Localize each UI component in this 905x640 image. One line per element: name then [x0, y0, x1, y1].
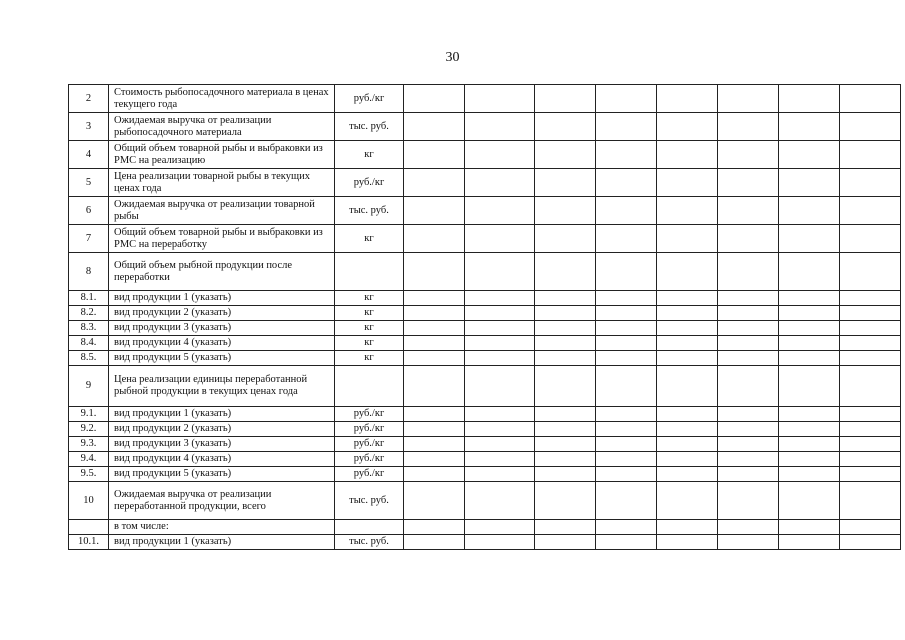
row-unit: руб./кг	[335, 422, 404, 437]
row-indicator-name: Общий объем рыбной продукции после переработки	[109, 253, 335, 291]
value-cell	[657, 366, 718, 407]
value-cell	[404, 437, 465, 452]
value-cell	[404, 197, 465, 225]
value-cell	[596, 291, 657, 306]
value-cell	[779, 467, 840, 482]
page-number: 30	[445, 50, 460, 65]
row-indicator-name: Ожидаемая выручка от реализации рыбопосадочного материала	[109, 113, 335, 141]
value-cell	[596, 407, 657, 422]
value-cell	[657, 467, 718, 482]
row-unit: тыс. руб.	[335, 113, 404, 141]
value-cell	[596, 452, 657, 467]
value-cell	[596, 366, 657, 407]
value-cell	[657, 113, 718, 141]
value-cell	[779, 520, 840, 535]
row-unit: руб./кг	[335, 437, 404, 452]
value-cell	[596, 482, 657, 520]
row-unit: руб./кг	[335, 85, 404, 113]
row-unit: руб./кг	[335, 467, 404, 482]
value-cell	[465, 291, 535, 306]
row-indicator-name: вид продукции 5 (указать)	[109, 467, 335, 482]
value-cell	[535, 197, 596, 225]
row-indicator-name: вид продукции 4 (указать)	[109, 336, 335, 351]
row-unit: кг	[335, 291, 404, 306]
row-unit: тыс. руб.	[335, 197, 404, 225]
row-number: 9	[69, 366, 109, 407]
row-indicator-name: вид продукции 3 (указать)	[109, 437, 335, 452]
value-cell	[779, 306, 840, 321]
row-indicator-name: Стоимость рыбопосадочного материала в ценах текущего года	[109, 85, 335, 113]
table-row	[69, 253, 901, 291]
value-cell	[404, 467, 465, 482]
value-cell	[840, 366, 901, 407]
value-cell	[535, 85, 596, 113]
value-cell	[596, 467, 657, 482]
value-cell	[465, 407, 535, 422]
value-cell	[404, 85, 465, 113]
row-unit: кг	[335, 351, 404, 366]
value-cell	[535, 467, 596, 482]
row-indicator-name: в том числе:	[109, 520, 335, 535]
value-cell	[535, 351, 596, 366]
value-cell	[535, 113, 596, 141]
value-cell	[779, 437, 840, 452]
value-cell	[465, 253, 535, 291]
row-number: 9.1.	[69, 407, 109, 422]
value-cell	[718, 452, 779, 467]
row-unit: тыс. руб.	[335, 535, 404, 550]
table-row	[69, 321, 901, 336]
value-cell	[404, 336, 465, 351]
value-cell	[718, 482, 779, 520]
value-cell	[657, 422, 718, 437]
value-cell	[535, 141, 596, 169]
value-cell	[657, 452, 718, 467]
value-cell	[779, 225, 840, 253]
value-cell	[596, 253, 657, 291]
value-cell	[840, 291, 901, 306]
row-unit: руб./кг	[335, 452, 404, 467]
value-cell	[840, 422, 901, 437]
value-cell	[465, 141, 535, 169]
value-cell	[465, 437, 535, 452]
row-indicator-name: вид продукции 3 (указать)	[109, 321, 335, 336]
value-cell	[779, 336, 840, 351]
value-cell	[596, 85, 657, 113]
value-cell	[840, 225, 901, 253]
value-cell	[657, 336, 718, 351]
value-cell	[718, 306, 779, 321]
value-cell	[718, 351, 779, 366]
value-cell	[657, 535, 718, 550]
value-cell	[657, 253, 718, 291]
value-cell	[840, 407, 901, 422]
row-unit: руб./кг	[335, 407, 404, 422]
value-cell	[535, 225, 596, 253]
value-cell	[404, 520, 465, 535]
value-cell	[657, 85, 718, 113]
value-cell	[718, 437, 779, 452]
table-row	[69, 422, 901, 437]
value-cell	[657, 407, 718, 422]
value-cell	[718, 321, 779, 336]
value-cell	[596, 437, 657, 452]
table-row	[69, 197, 901, 225]
value-cell	[404, 291, 465, 306]
row-indicator-name: вид продукции 2 (указать)	[109, 306, 335, 321]
row-indicator-name: Ожидаемая выручка от реализации переработанной продукции, всего	[109, 482, 335, 520]
value-cell	[718, 113, 779, 141]
value-cell	[840, 351, 901, 366]
value-cell	[779, 535, 840, 550]
row-indicator-name: Ожидаемая выручка от реализации товарной рыбы	[109, 197, 335, 225]
table-row	[69, 535, 901, 550]
table-row	[69, 520, 901, 535]
value-cell	[779, 253, 840, 291]
value-cell	[535, 253, 596, 291]
value-cell	[718, 85, 779, 113]
value-cell	[465, 520, 535, 535]
value-cell	[840, 197, 901, 225]
value-cell	[840, 482, 901, 520]
row-number: 9.5.	[69, 467, 109, 482]
table-body	[69, 85, 901, 550]
value-cell	[840, 113, 901, 141]
table-row	[69, 169, 901, 197]
value-cell	[535, 169, 596, 197]
value-cell	[779, 113, 840, 141]
value-cell	[779, 452, 840, 467]
value-cell	[657, 520, 718, 535]
value-cell	[596, 535, 657, 550]
value-cell	[535, 520, 596, 535]
value-cell	[404, 113, 465, 141]
row-number: 3	[69, 113, 109, 141]
row-number: 4	[69, 141, 109, 169]
value-cell	[718, 407, 779, 422]
table-row	[69, 141, 901, 169]
row-number: 8	[69, 253, 109, 291]
value-cell	[596, 321, 657, 336]
value-cell	[657, 306, 718, 321]
row-unit	[335, 253, 404, 291]
value-cell	[535, 366, 596, 407]
value-cell	[404, 535, 465, 550]
value-cell	[465, 336, 535, 351]
value-cell	[718, 422, 779, 437]
value-cell	[779, 422, 840, 437]
value-cell	[657, 351, 718, 366]
row-number: 9.2.	[69, 422, 109, 437]
row-unit: руб./кг	[335, 169, 404, 197]
value-cell	[840, 306, 901, 321]
value-cell	[779, 351, 840, 366]
financial-table	[68, 84, 901, 550]
value-cell	[840, 85, 901, 113]
value-cell	[840, 321, 901, 336]
row-number	[69, 520, 109, 535]
row-unit: кг	[335, 225, 404, 253]
row-number: 9.4.	[69, 452, 109, 467]
value-cell	[596, 197, 657, 225]
row-number: 8.1.	[69, 291, 109, 306]
row-indicator-name: вид продукции 2 (указать)	[109, 422, 335, 437]
value-cell	[718, 141, 779, 169]
value-cell	[596, 169, 657, 197]
value-cell	[718, 366, 779, 407]
row-number: 8.3.	[69, 321, 109, 336]
value-cell	[596, 113, 657, 141]
row-number: 8.4.	[69, 336, 109, 351]
value-cell	[657, 169, 718, 197]
value-cell	[840, 141, 901, 169]
row-number: 6	[69, 197, 109, 225]
value-cell	[465, 366, 535, 407]
table-row	[69, 306, 901, 321]
value-cell	[718, 520, 779, 535]
value-cell	[779, 169, 840, 197]
value-cell	[535, 452, 596, 467]
value-cell	[404, 351, 465, 366]
value-cell	[779, 482, 840, 520]
row-number: 5	[69, 169, 109, 197]
value-cell	[657, 141, 718, 169]
value-cell	[404, 141, 465, 169]
value-cell	[465, 113, 535, 141]
row-indicator-name: вид продукции 4 (указать)	[109, 452, 335, 467]
value-cell	[404, 422, 465, 437]
value-cell	[535, 437, 596, 452]
value-cell	[779, 321, 840, 336]
value-cell	[779, 291, 840, 306]
table-row	[69, 467, 901, 482]
value-cell	[718, 197, 779, 225]
value-cell	[465, 306, 535, 321]
value-cell	[596, 141, 657, 169]
value-cell	[465, 452, 535, 467]
table-row	[69, 225, 901, 253]
value-cell	[596, 225, 657, 253]
value-cell	[779, 197, 840, 225]
value-cell	[465, 197, 535, 225]
value-cell	[840, 452, 901, 467]
value-cell	[840, 535, 901, 550]
row-indicator-name: Общий объем товарной рыбы и выбраковки из РМС на переработку	[109, 225, 335, 253]
value-cell	[535, 291, 596, 306]
value-cell	[404, 407, 465, 422]
row-number: 8.5.	[69, 351, 109, 366]
value-cell	[465, 85, 535, 113]
value-cell	[465, 482, 535, 520]
row-unit	[335, 520, 404, 535]
value-cell	[465, 225, 535, 253]
value-cell	[596, 336, 657, 351]
row-indicator-name: Общий объем товарной рыбы и выбраковки из РМС на реализацию	[109, 141, 335, 169]
value-cell	[596, 306, 657, 321]
value-cell	[840, 520, 901, 535]
value-cell	[535, 321, 596, 336]
row-number: 9.3.	[69, 437, 109, 452]
value-cell	[840, 336, 901, 351]
value-cell	[596, 351, 657, 366]
table-row	[69, 336, 901, 351]
value-cell	[404, 366, 465, 407]
value-cell	[840, 437, 901, 452]
row-number: 2	[69, 85, 109, 113]
value-cell	[465, 351, 535, 366]
value-cell	[535, 482, 596, 520]
value-cell	[465, 169, 535, 197]
row-unit: кг	[335, 321, 404, 336]
value-cell	[779, 407, 840, 422]
row-number: 7	[69, 225, 109, 253]
row-indicator-name: вид продукции 5 (указать)	[109, 351, 335, 366]
table-row	[69, 437, 901, 452]
value-cell	[718, 225, 779, 253]
table-row	[69, 291, 901, 306]
value-cell	[535, 407, 596, 422]
value-cell	[465, 535, 535, 550]
value-cell	[840, 169, 901, 197]
row-unit: кг	[335, 141, 404, 169]
row-unit: кг	[335, 306, 404, 321]
value-cell	[596, 422, 657, 437]
value-cell	[840, 467, 901, 482]
row-indicator-name: Цена реализации единицы переработанной рыбной продукции в текущих ценах года	[109, 366, 335, 407]
value-cell	[404, 169, 465, 197]
value-cell	[596, 520, 657, 535]
row-number: 10.1.	[69, 535, 109, 550]
value-cell	[657, 225, 718, 253]
row-indicator-name: Цена реализации товарной рыбы в текущих ценах года	[109, 169, 335, 197]
table-row	[69, 113, 901, 141]
row-indicator-name: вид продукции 1 (указать)	[109, 535, 335, 550]
row-indicator-name: вид продукции 1 (указать)	[109, 291, 335, 306]
table-row	[69, 85, 901, 113]
row-unit	[335, 366, 404, 407]
value-cell	[465, 422, 535, 437]
value-cell	[404, 306, 465, 321]
table-row	[69, 366, 901, 407]
value-cell	[465, 321, 535, 336]
value-cell	[779, 85, 840, 113]
value-cell	[657, 197, 718, 225]
value-cell	[404, 482, 465, 520]
value-cell	[465, 467, 535, 482]
value-cell	[718, 336, 779, 351]
value-cell	[657, 437, 718, 452]
table-row	[69, 482, 901, 520]
value-cell	[404, 225, 465, 253]
value-cell	[718, 169, 779, 197]
row-number: 10	[69, 482, 109, 520]
value-cell	[657, 291, 718, 306]
value-cell	[404, 253, 465, 291]
value-cell	[535, 535, 596, 550]
value-cell	[718, 253, 779, 291]
value-cell	[840, 253, 901, 291]
value-cell	[779, 141, 840, 169]
value-cell	[535, 422, 596, 437]
row-unit: тыс. руб.	[335, 482, 404, 520]
value-cell	[535, 306, 596, 321]
value-cell	[535, 336, 596, 351]
row-number: 8.2.	[69, 306, 109, 321]
value-cell	[718, 291, 779, 306]
value-cell	[657, 321, 718, 336]
value-cell	[718, 535, 779, 550]
value-cell	[779, 366, 840, 407]
table-row	[69, 452, 901, 467]
row-indicator-name: вид продукции 1 (указать)	[109, 407, 335, 422]
value-cell	[657, 482, 718, 520]
table-row	[69, 407, 901, 422]
value-cell	[718, 467, 779, 482]
value-cell	[404, 321, 465, 336]
table-row	[69, 351, 901, 366]
row-unit: кг	[335, 336, 404, 351]
value-cell	[404, 452, 465, 467]
